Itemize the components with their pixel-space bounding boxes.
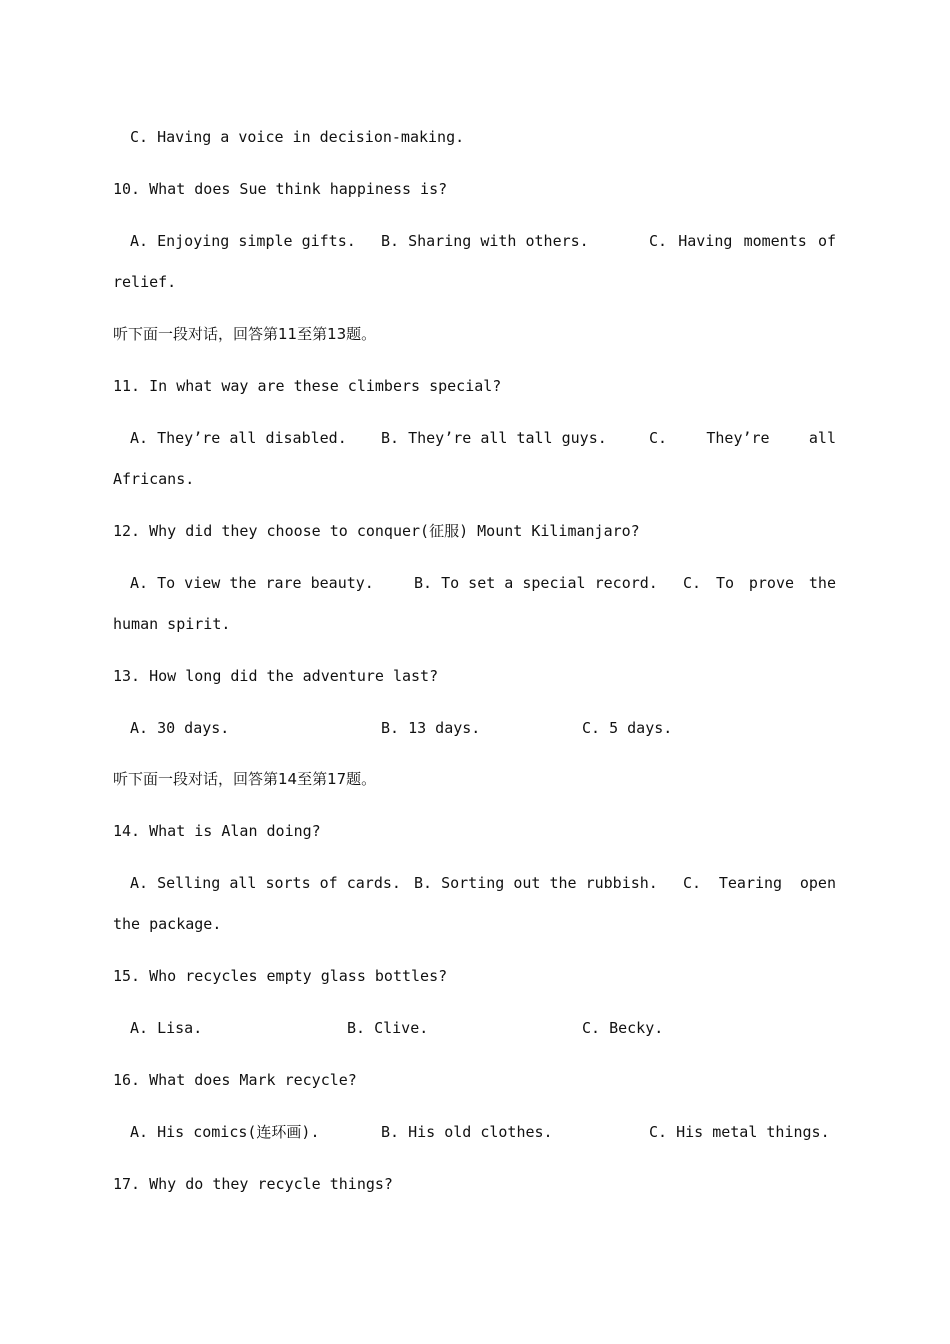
q10-option-a: A. Enjoying simple gifts. — [130, 232, 356, 250]
q11-option-a: A. They’re all disabled. — [130, 429, 347, 447]
q11-stem: 11. In what way are these climbers special? — [113, 377, 502, 395]
q11-option-c — [649, 429, 836, 447]
q14-stem: 14. What is Alan doing? — [113, 822, 321, 840]
q11-option-c-continuation: Africans. — [113, 470, 195, 488]
q11-option-c-word: They’re — [706, 429, 770, 447]
q14-option-c — [683, 874, 836, 892]
q12-option-c-continuation: human spirit. — [113, 615, 231, 633]
q13-option-a: A. 30 days. — [130, 719, 230, 737]
q11-option-c-word: C. — [649, 429, 668, 447]
q12-option-a: A. To view the rare beauty. — [130, 574, 374, 592]
q10-option-c-word: Having — [678, 232, 733, 250]
q10-option-c-word: of — [817, 232, 836, 250]
q10-option-c-word: moments — [743, 232, 807, 250]
q11-option-c-word: all — [808, 429, 836, 447]
q15-option-c: C. Becky. — [582, 1019, 664, 1037]
q12-option-c-word: the — [808, 574, 836, 592]
q13-option-b: B. 13 days. — [381, 719, 481, 737]
q10-option-c-word: C. — [649, 232, 668, 250]
q9-option-c: C. Having a voice in decision-making. — [130, 128, 465, 146]
q10-stem: 10. What does Sue think happiness is? — [113, 180, 448, 198]
q12-option-c-word: To — [715, 574, 734, 592]
q15-stem: 15. Who recycles empty glass bottles? — [113, 967, 448, 985]
q12-option-c-word: prove — [748, 574, 795, 592]
q12-option-c — [683, 574, 836, 592]
q15-option-b: B. Clive. — [347, 1019, 429, 1037]
section-instruction-14-17: 听下面一段对话，回答第14至第17题。 — [113, 770, 377, 788]
q14-option-c-word: Tearing — [718, 874, 783, 892]
q16-option-a: A. His comics(连环画). — [130, 1123, 320, 1141]
q11-option-b: B. They’re all tall guys. — [381, 429, 607, 447]
q16-option-b: B. His old clothes. — [381, 1123, 553, 1141]
q12-stem: 12. Why did they choose to conquer(征服) Mount Kilimanjaro? — [113, 522, 640, 540]
q14-option-c-word: open — [799, 874, 836, 892]
q10-option-c-continuation: relief. — [113, 273, 177, 291]
q13-stem: 13. How long did the adventure last? — [113, 667, 439, 685]
section-instruction-11-13: 听下面一段对话，回答第11至第13题。 — [113, 325, 377, 343]
q12-option-c-word: C. — [683, 574, 702, 592]
q14-option-c-continuation: the package. — [113, 915, 222, 933]
q17-stem: 17. Why do they recycle things? — [113, 1175, 393, 1193]
q12-option-b: B. To set a special record. — [414, 574, 658, 592]
q16-option-c: C. His metal things. — [649, 1123, 830, 1141]
q14-option-a: A. Selling all sorts of cards. — [130, 874, 401, 892]
q14-option-b: B. Sorting out the rubbish. — [414, 874, 658, 892]
q15-option-a: A. Lisa. — [130, 1019, 203, 1037]
q10-option-c — [649, 232, 836, 250]
q14-option-c-word: C. — [683, 874, 702, 892]
q16-stem: 16. What does Mark recycle? — [113, 1071, 357, 1089]
q10-option-b: B. Sharing with others. — [381, 232, 589, 250]
q13-option-c: C. 5 days. — [582, 719, 673, 737]
